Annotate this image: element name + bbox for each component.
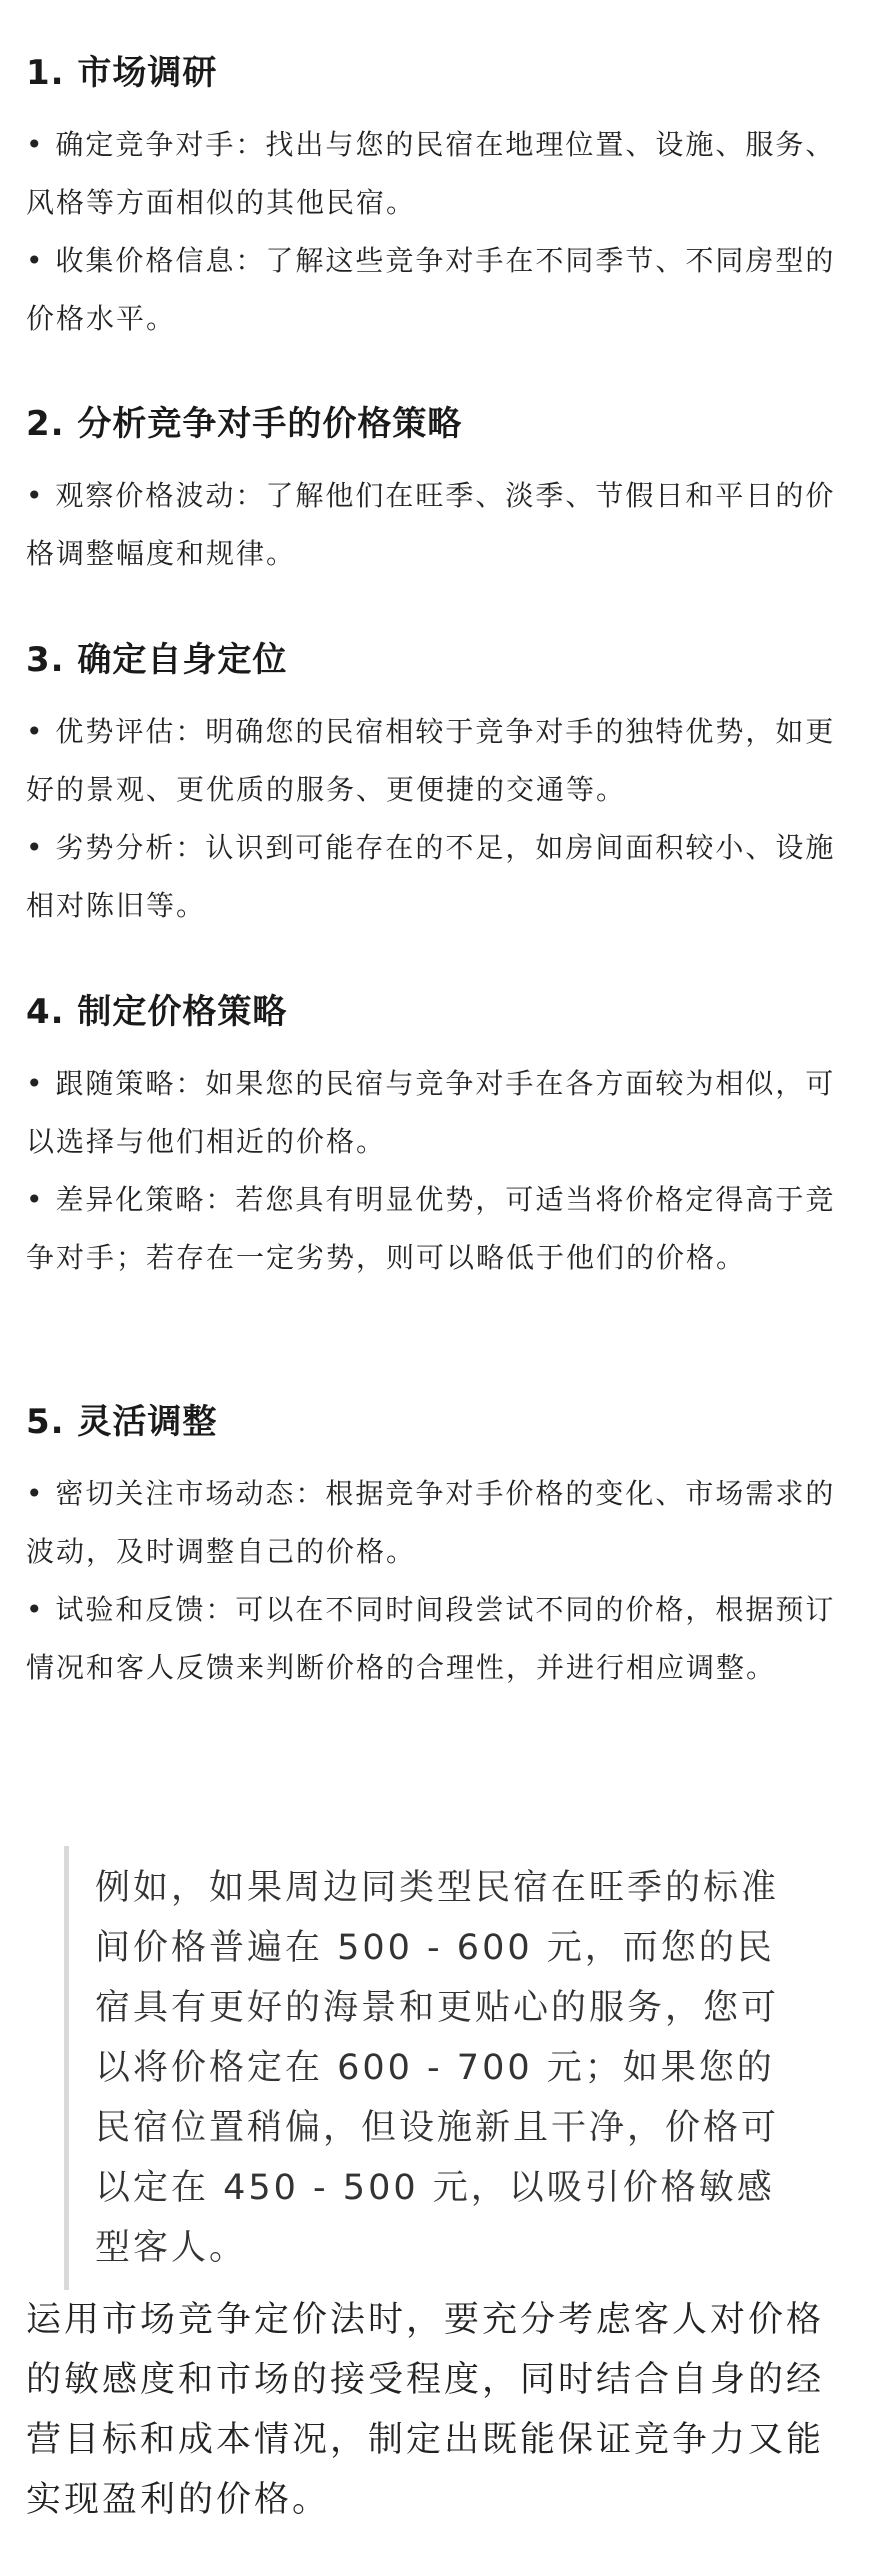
bullet-item: • 劣势分析：认识到可能存在的不足，如房间面积较小、设施相对陈旧等。 [26,831,836,922]
section-heading: 5. 灵活调整 [26,1402,218,1442]
section-heading: 2. 分析竞争对手的价格策略 [26,404,463,444]
bullet-item: • 跟随策略：如果您的民宿与竞争对手在各方面较为相似，可以选择与他们相近的价格。 [26,1067,836,1158]
bullet-item: • 差异化策略：若您具有明显优势，可适当将价格定得高于竞争对手；若存在一定劣势，则可以略低于他们的价格。 [26,1183,836,1274]
section-heading: 1. 市场调研 [26,53,218,93]
example-blockquote [64,1846,809,2290]
bullet-item: • 收集价格信息：了解这些竞争对手在不同季节、不同房型的价格水平。 [26,244,836,335]
section-market-research [26,53,849,348]
example-text: 例如，如果周边同类型民宿在旺季的标准间价格普遍在 500 - 600 元，而您的民宿具有更好的海景和更贴心的服务，您可以将价格定在 600 - 700 元；如果您的民宿位置稍偏，但设施新且干净，价格可以定在 450 - 500 元，以吸引价格敏感型客人。 [95,1868,780,2268]
closing-paragraph: 运用市场竞争定价法时，要充分考虑客人对价格的敏感度和市场的接受程度，同时结合自身的经营目标和成本情况，制定出既能保证竞争力又能实现盈利的价格。 [26,2300,825,2520]
section-self-positioning [26,640,849,935]
bullet-item: • 确定竞争对手：找出与您的民宿在地理位置、设施、服务、风格等方面相似的其他民宿。 [26,128,836,219]
bullet-item: • 观察价格波动：了解他们在旺季、淡季、节假日和平日的价格调整幅度和规律。 [26,479,836,570]
bullet-item: • 优势评估：明确您的民宿相较于竞争对手的独特优势，如更好的景观、更优质的服务、更便捷的交通等。 [26,715,836,806]
section-heading: 3. 确定自身定位 [26,640,288,680]
section-heading: 4. 制定价格策略 [26,992,288,1032]
section-pricing-strategy [26,992,849,1287]
bullet-item: • 密切关注市场动态：根据竞争对手价格的变化、市场需求的波动，及时调整自己的价格。 [26,1477,836,1568]
section-competitor-analysis [26,404,849,583]
section-flexible-adjustment [26,1402,849,1697]
bullet-item: • 试验和反馈：可以在不同时间段尝试不同的价格，根据预订情况和客人反馈来判断价格的合理性，并进行相应调整。 [26,1593,836,1684]
